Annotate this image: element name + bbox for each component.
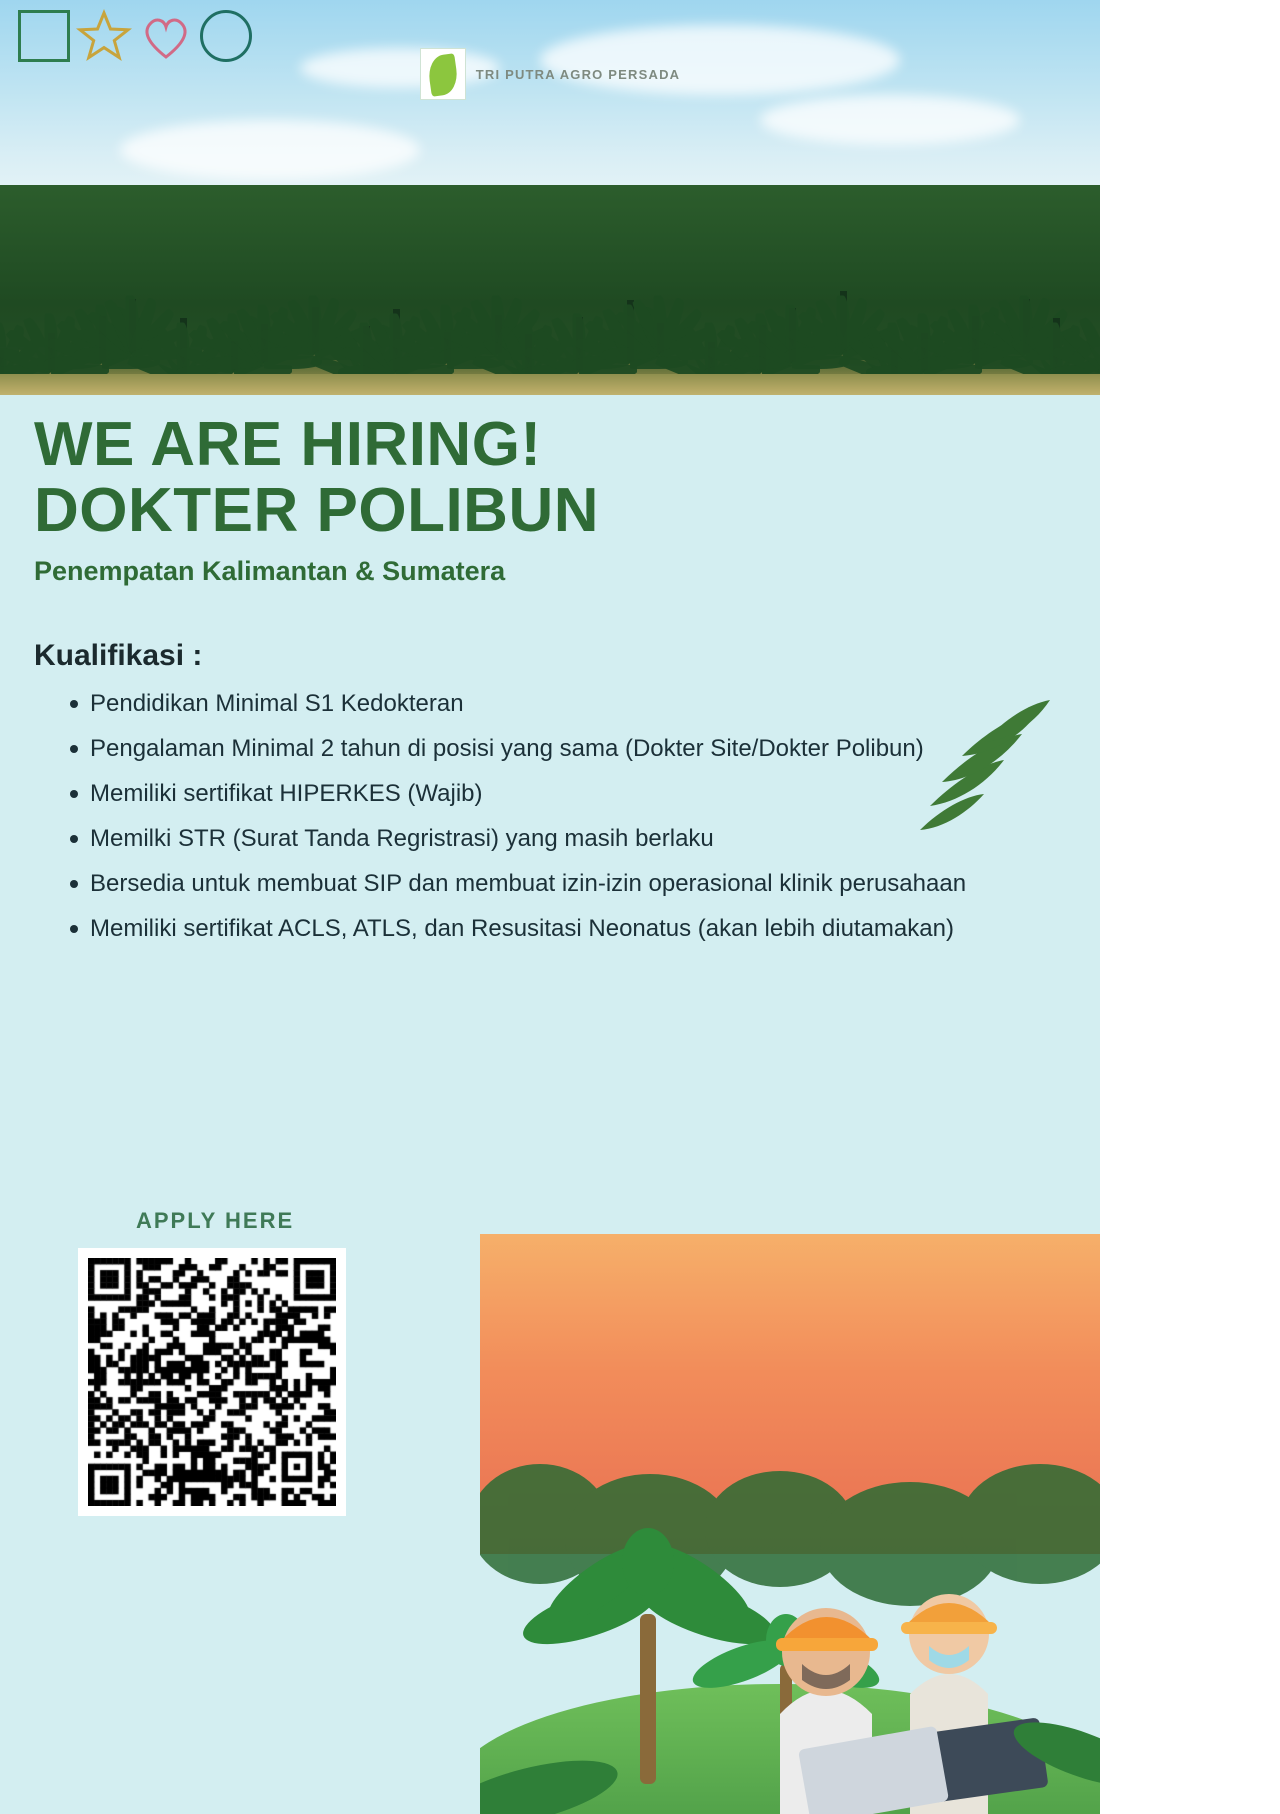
poster-content [0,395,1100,957]
list-item: Memiliki sertifikat HIPERKES (Wajib) [70,777,1066,810]
cloud-shape [760,95,1020,145]
qualifications-title: Kualifikasi : [34,638,203,672]
headline-hiring: WE ARE HIRING! [34,410,542,479]
list-item: Pengalaman Minimal 2 tahun di posisi yang sama (Dokter Site/Dokter Polibun) [70,732,1066,765]
headline-role: DOKTER POLIBUN [34,475,599,545]
qualifications-list [34,687,1066,946]
placement-text: Penempatan Kalimantan & Sumatera [34,555,506,586]
apply-qr-code[interactable] [78,1248,346,1516]
list-item: Memilki STR (Surat Tanda Regristrasi) yang masih berlaku [70,822,1066,855]
leaf-logo-icon [420,48,466,100]
brand-logo [0,48,1100,100]
list-item: Bersedia untuk membuat SIP dan membuat izin-izin operasional klinik perusahaan [70,867,1066,900]
apply-here-label: APPLY HERE [136,1208,295,1233]
palm-plantation-photo [0,185,1100,400]
list-item: Memiliki sertifikat ACLS, ATLS, dan Resusitasi Neonatus (akan lebih diutamakan) [70,912,1066,945]
cloud-shape [120,120,420,180]
list-item: Pendidikan Minimal S1 Kedokteran [70,687,1066,720]
workers-illustration [480,1194,1100,1814]
brand-name: TRI PUTRA AGRO PERSADA [475,66,681,82]
